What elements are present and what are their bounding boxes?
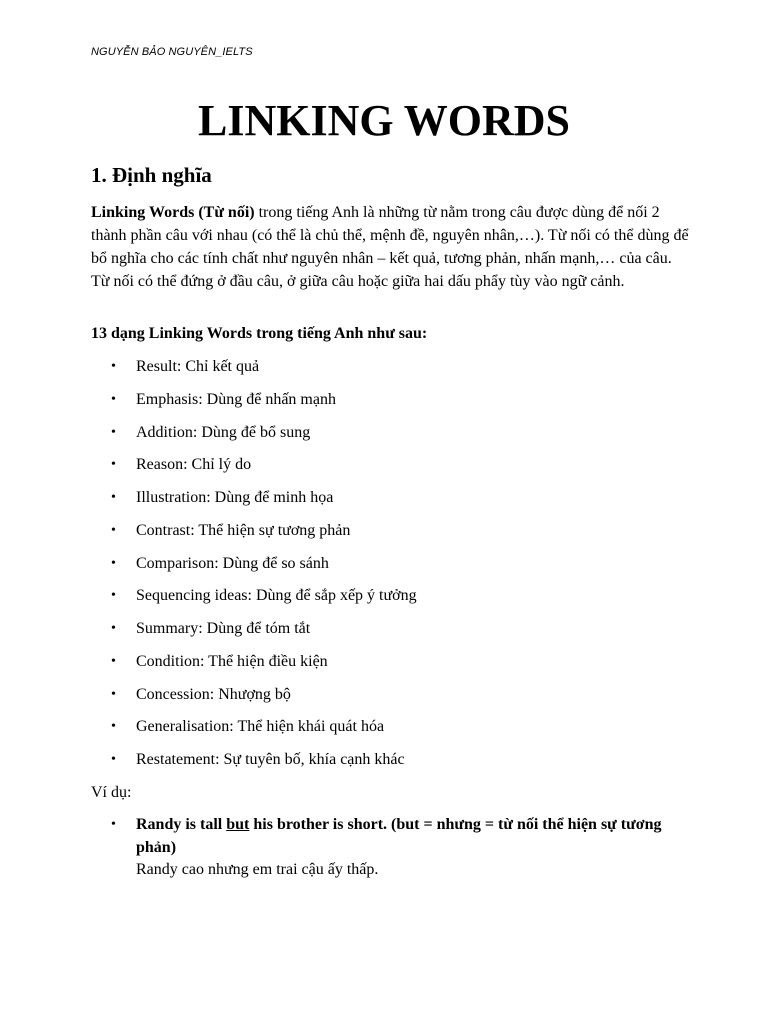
- list-item: [0, 617, 768, 650]
- list-item-text: Addition: Dùng để bổ sung: [136, 423, 311, 441]
- list-item-text: Sequencing ideas: Dùng để sắp xếp ý tưởng: [136, 587, 417, 605]
- list-item: [0, 388, 768, 421]
- example-linking-word: but: [226, 816, 250, 833]
- bullet-icon: •: [111, 359, 116, 374]
- list-item-text: Illustration: Dùng để minh họa: [136, 489, 334, 506]
- list-item-text: Contrast: Thể hiện sự tương phản: [136, 521, 351, 539]
- example-sentence: [136, 814, 691, 859]
- list-item: [0, 650, 768, 683]
- bullet-icon: •: [111, 457, 116, 473]
- example-translation: Randy cao nhưng em trai cậu ấy thấp.: [136, 861, 379, 878]
- linking-word-types-list: [0, 355, 768, 781]
- list-item-text: Generalisation: Thể hiện khái quát hóa: [136, 718, 385, 736]
- example-part-1: Randy is tall: [136, 816, 227, 833]
- list-item: [0, 519, 768, 552]
- list-item: [0, 683, 768, 716]
- bullet-icon: •: [111, 391, 116, 407]
- list-item: [0, 715, 768, 748]
- intro-text: trong tiếng Anh là những từ nằm trong câu được dùng để nối 2 thành phần câu với nhau (có thể là chủ thể, mệnh đề, nguyên nhân,…). Từ nối có thể dùng để bổ nghĩa cho các tính chất như nguyên nhân – kết quả, tương phản, nhấn mạnh,… của câu. Từ nối có thể đứng ở đầu câu, ở giữa câu hoặc giữa hai dấu phẩy tùy vào ngữ cảnh.: [91, 204, 689, 290]
- example-item: [111, 814, 691, 882]
- bullet-icon: •: [111, 752, 116, 767]
- list-item: [0, 453, 768, 486]
- bullet-icon: •: [111, 653, 116, 669]
- example-label: Ví dụ:: [91, 784, 132, 801]
- list-item-text: Concession: Nhượng bộ: [136, 685, 291, 703]
- list-item: [0, 486, 768, 519]
- list-item: [0, 584, 768, 617]
- list-item-text: Result: Chỉ kết quả: [136, 358, 260, 375]
- list-item: [0, 748, 768, 781]
- example-body: [136, 814, 691, 882]
- intro-term: Linking Words (Từ nối): [91, 204, 255, 221]
- list-item: [0, 421, 768, 454]
- list-item-text: Comparison: Dùng để so sánh: [136, 554, 329, 572]
- bullet-icon: •: [111, 686, 116, 702]
- header-note: NGUYỄN BẢO NGUYÊN_IELTS: [91, 46, 253, 58]
- list-item: [0, 355, 768, 388]
- bullet-icon: •: [111, 424, 116, 440]
- bullet-icon: •: [111, 817, 116, 832]
- list-item-text: Summary: Dùng để tóm tắt: [136, 620, 311, 637]
- list-item-text: Reason: Chỉ lý do: [136, 456, 252, 474]
- document-title: LINKING WORDS: [197, 96, 571, 145]
- bullet-icon: •: [111, 490, 116, 505]
- section-heading: 1. Định nghĩa: [91, 163, 212, 187]
- list-item-text: Restatement: Sự tuyên bố, khía cạnh khác: [136, 751, 405, 768]
- list-item-text: Condition: Thể hiện điều kiện: [136, 652, 328, 670]
- example-part-2: his brother is short. (but = nhưng = từ nối thể hiện sự tương phản): [136, 816, 662, 856]
- bullet-icon: •: [111, 555, 116, 571]
- bullet-icon: •: [111, 719, 116, 735]
- list-heading: 13 dạng Linking Words trong tiếng Anh như sau:: [91, 325, 428, 342]
- list-item-text: Emphasis: Dùng để nhấn mạnh: [136, 390, 336, 408]
- bullet-icon: •: [111, 621, 116, 636]
- bullet-icon: •: [111, 588, 116, 604]
- bullet-icon: •: [111, 522, 116, 538]
- intro-paragraph: [91, 201, 691, 293]
- list-item: [0, 552, 768, 585]
